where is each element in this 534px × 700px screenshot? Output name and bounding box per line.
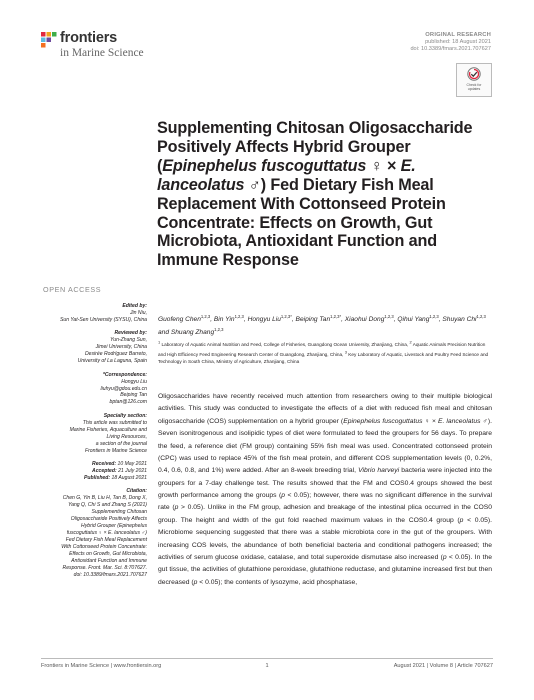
abstract-text: ♂). Seven isonitrogenous and isolipidic types of diet were formulated to feed the groupers for 56 days. To prepare the feed, a reference diet (FM group) containing 55% fish meal was used. Concentrated cottonseed protein (CPC) was used to replace 45% of the fish meal protein, and different COS supplementation levels (0, 0.2%, 0.4, 0.6, 0.8, and 1%) were added. After an 8-week breeding trial, [158, 417, 492, 475]
date-value: 10 May 2021 [116, 461, 147, 468]
reviewed-by-heading: Reviewed by: [114, 330, 147, 337]
abstract-text: Oligosaccharides have recently received much attention from researchers owing to their multiple biological activities. This study was conducted to investigate the effects of a diet with reduced fish meal and chitosan oligosaccharide (COS) supplementation on a hybrid grouper ( [158, 393, 492, 425]
abstract-text: p [281, 492, 286, 499]
specialty-section [40, 413, 147, 455]
date-line [40, 468, 147, 475]
affiliation [158, 339, 410, 347]
correspondence-heading: *Correspondence: [102, 371, 147, 378]
citation-line: Fed Dietary Fish Meal Replacement [65, 537, 147, 544]
article-info-sidebar [40, 303, 147, 585]
affiliations [158, 338, 493, 366]
author-name[interactable]: Shuyan Chi [442, 316, 477, 324]
abstract-text: bacteria were injected into the groupers for a 7-day challenge test. The results showed that the FM and COS0.4 groups showed the best growth performance among the groups ( [158, 467, 492, 499]
check-label-line1: Check for [466, 83, 482, 87]
abstract-text: ♀ × [422, 417, 438, 425]
published-date: published: 18 August 2021 [425, 39, 491, 45]
check-for-updates-icon [467, 67, 481, 81]
footer-journal-link[interactable]: Frontiers in Marine Science | www.frontiersin.org [41, 663, 162, 669]
edited-by-line: Jin Niu, [130, 309, 147, 316]
page-number: 1 [265, 663, 269, 669]
title-part: Supplementing Chitosan Oligosaccharide Positively Affects Hybrid Grouper ( [157, 119, 473, 175]
citation-heading: Citation: [126, 488, 147, 495]
date-value: 18 August 2021 [110, 475, 147, 482]
edited-by-heading: Edited by: [122, 303, 147, 309]
date-line [40, 475, 147, 482]
check-for-updates-button[interactable] [456, 63, 492, 97]
journal-subtitle: in Marine Science [60, 47, 144, 59]
specialty-section-line: Living Resources, [106, 433, 147, 440]
author-name[interactable]: Guofeng Chen [158, 316, 201, 324]
date-label: Accepted: [92, 468, 117, 475]
abstract [158, 391, 492, 589]
reviewed-by [40, 330, 147, 365]
doi[interactable]: doi: 10.3389/fmars.2021.707627 [410, 46, 491, 52]
specialty-section-line: Marine Fisheries, Aquaculture and [69, 426, 147, 433]
specialty-section-line: Frontiers in Marine Science [85, 447, 147, 454]
abstract-text: < 0.05). Microbiome sequencing suggested that there was a stable microbiota core in the gut of the groupers. With increasing COS levels, the abundance of both beneficial bacteria and conditional pathogens increased; the activities of serum glucose oxidase, catalase, and total superoxide dismutase also increased ( [158, 516, 492, 561]
reviewed-by-line: University of La Laguna, Spain [77, 358, 147, 365]
author-affiliation-marker: 1,2,3 [234, 314, 244, 319]
author-affiliation-marker: 1,2,3 [200, 314, 211, 319]
article-dates [40, 461, 147, 482]
date-line [40, 461, 147, 468]
check-for-updates-label [457, 83, 491, 92]
author-affiliation-marker: 1,2,3* [330, 314, 342, 319]
author-separator: , [341, 316, 345, 324]
affiliation-number: 3 [344, 349, 347, 355]
citation-line: Hybrid Grouper (Epinephelus [81, 523, 147, 530]
citation-line: Response. Front. Mar. Sci. 8:707627. [62, 564, 147, 571]
specialty-section-heading: Specialty section: [103, 412, 147, 419]
abstract-text: Vibrio harveyi [358, 467, 400, 475]
author-affiliation-marker: 1,2,3 [429, 314, 439, 319]
citation-line: Antioxidant Function and Immune [71, 558, 147, 564]
abstract-text: p [442, 553, 447, 561]
abstract-text: p [193, 578, 198, 586]
author-affiliation-marker: 1,2,3 [384, 314, 394, 319]
author-separator: and [158, 329, 171, 337]
citation-line: Oligosaccharide Positively Affects [70, 516, 147, 523]
reviewed-by-line: Yun-Zhang Sun, [110, 337, 147, 344]
affiliation-text: Aquatic Animals Precision Nutrition and High Efficiency Feed Engineering Research Center of Guangdong, Zhanjiang, China, [158, 341, 486, 357]
author-separator: , [291, 316, 296, 324]
reviewed-by-line: Desirée Rodríguez Barreto, [84, 351, 147, 358]
check-label-line2: updates [467, 87, 481, 92]
frontiers-logo-icon [41, 32, 57, 48]
citation-line: Chen G, Yin B, Liu H, Tan B, Dong X, [62, 495, 147, 502]
citation-line: With Cottonseed Protein Concentrate: [61, 544, 147, 551]
correspondence [40, 372, 147, 407]
article-type: ORIGINAL RESEARCH [425, 32, 491, 38]
affiliation-text: Laboratory of Aquatic Animal Nutrition and Feed, College of Fisheries, Guangdong Ocean University, Zhanjiang, China, [160, 341, 410, 347]
citation-line: doi: 10.3389/fmars.2021.707627 [73, 571, 147, 578]
journal-logo[interactable] [41, 30, 191, 66]
abstract-text: E. lanceolatus [437, 417, 481, 425]
affiliation-number: 1 [158, 339, 161, 344]
edited-by [40, 303, 147, 324]
title-part: ♀ × [366, 156, 401, 175]
footer-divider [41, 658, 493, 659]
citation-line: fuscoguttatus ♀ × E. lanceolatus ♂) [66, 530, 147, 537]
correspondence-line: Beiping Tan [120, 392, 147, 399]
abstract-text: p [174, 504, 179, 512]
open-access-label: OPEN ACCESS [43, 285, 102, 294]
correspondence-line[interactable]: liuhyu@gdou.edu.cn [100, 385, 147, 392]
abstract-text: > 0.05). Unlike in the FM group, adhesion and breakage of the intestinal plica occurred in the COS0 group. The height and width of the gut fold reached maximum values in the COS0.4 group ( [158, 504, 492, 524]
author-list [158, 312, 493, 338]
abstract-text: Epinephelus fuscoguttatus [343, 417, 423, 425]
journal-name: frontiers [60, 30, 118, 46]
author-name[interactable]: Beiping Tan [295, 316, 331, 324]
title-part: ♂) Fed Dietary Fish Meal Replacement With Cottonseed Protein Concentrate: Effects on Growth, Gut Microbiota, Antioxidant Function and Immune Response [157, 175, 446, 270]
title-species-2: E. lanceolatus [157, 156, 416, 194]
abstract-text: < 0.05); the contents of lysozyme, acid phosphatase, [197, 578, 358, 586]
article-title [157, 119, 497, 270]
author-affiliation-marker: 1,2,3* [280, 314, 292, 319]
footer-issue-info: August 2021 | Volume 8 | Article 707627 [393, 663, 493, 669]
abstract-text: < 0.05). In the gut tissue, the activities of glutathione peroxidase, glutathione reductase, and glutamine increased first but then decreased ( [158, 553, 492, 586]
abstract-text: p [459, 516, 464, 524]
citation-line: Yang Q, Chi S and Zhang S (2021) [68, 502, 147, 509]
date-label: Received: [92, 461, 117, 468]
specialty-section-line: This article was submitted to [82, 419, 147, 426]
title-species-1: Epinephelus fuscoguttatus [162, 156, 367, 175]
author-name[interactable]: Hongyu Liu [247, 316, 281, 324]
abstract-text: < 0.05); however, there was no significant difference in the survival rate ( [158, 492, 492, 512]
date-label: Published: [84, 475, 111, 482]
author-name[interactable]: Bin Yin [213, 316, 235, 324]
author-name[interactable]: Qihui Yang [397, 316, 430, 324]
author-separator: , [393, 316, 398, 324]
affiliation-number: 2 [409, 339, 412, 344]
citation-line: Supplementing Chitosan [91, 509, 147, 516]
author-separator: , [210, 316, 214, 324]
affiliation-text: Key Laboratory of Aquatic, Livestock and Poultry Feed Science and Technology in South China, Ministry of Agriculture, Zhanjiang, China [158, 351, 489, 365]
reviewed-by-line: Jimei University, China [95, 344, 147, 351]
author-separator: , [438, 316, 443, 324]
author-separator: , [243, 316, 248, 324]
author-name[interactable]: Xiaohui Dong [344, 316, 385, 324]
citation [40, 488, 147, 578]
author-name[interactable]: Shuang Zhang [170, 329, 215, 337]
correspondence-line: Hongyu Liu [121, 378, 147, 385]
correspondence-line[interactable]: bptan@126.com [109, 399, 147, 406]
date-value: 21 July 2021 [116, 468, 147, 475]
edited-by-line: Sun Yat-Sen University (SYSU), China [59, 316, 147, 323]
author-affiliation-marker: 1,2,3 [476, 314, 486, 319]
citation-line: Effects on Growth, Gut Microbiota, [69, 551, 147, 558]
author-affiliation-marker: 1,2,3 [214, 327, 224, 333]
article-meta-header [410, 31, 491, 53]
specialty-section-line: a section of the journal [95, 440, 147, 447]
